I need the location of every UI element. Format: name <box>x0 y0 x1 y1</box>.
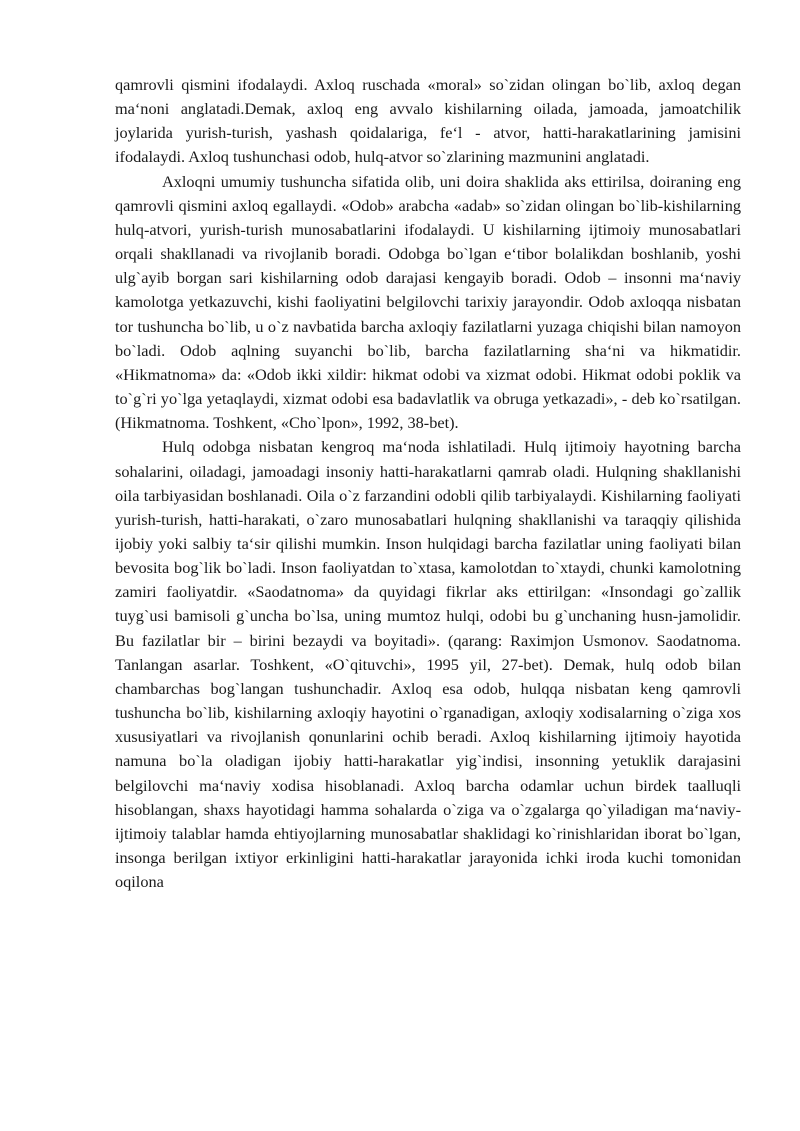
document-page <box>115 73 741 894</box>
paragraph-odob: Axloqni umumiy tushuncha sifatida olib, uni doira shaklida aks ettirilsa, doiraning eng qamrovli qismini axloq egallaydi. «Odob» arabcha «adab» so`zidan olingan bo`lib-kishilarning hulq-atvori, yurish-turish munosabatlarini ifodalaydi. U kishilarning ijtimoiy munosabatlari orqali shakllanadi va rivojlanib boradi. Odobga bo`lgan e‘tibor bolalikdan boshlanib, yoshi ulg`ayib borgan sari kishilarning odob darajasi kengayib boradi. Odob – insonni ma‘naviy kamolotga yetkazuvchi, kishi faoliyatini belgilovchi tarixiy jarayondir. Odob axloqqa nisbatan tor tushuncha bo`lib, u o`z navbatida barcha axloqiy fazilatlarni yuzaga chiqishi bilan namoyon bo`ladi. Odob aqlning suyanchi bo`lib, barcha fazilatlarning sha‘ni va hikmatidir. «Hikmatnoma» da: «Odob ikki xildir: hikmat odobi va xizmat odobi. Hikmat odobi poklik va to`g`ri yo`lga yetaqlaydi, xizmat odobi esa badavlatlik va obruga yetkazadi», - deb ko`rsatilgan. (Hikmatnoma. Toshkent, «Cho`lpon», 1992, 38-bet). <box>115 171 741 433</box>
paragraph-axloq-definition: qamrovli qismini ifodalaydi. Axloq ruschada «moral» so`zidan olingan bo`lib, axloq degan ma‘noni anglatadi.Demak, axloq eng avvalo kishilarning oilada, jamoada, jamoatchilik joylarida yurish-turish, yashash qoidalariga, fe‘l - atvor, hatti-harakatlarining jamisini ifodalaydi. Axloq tushunchasi odob, hulq-atvor so`zlarining mazmunini anglatadi. <box>115 75 741 167</box>
paragraph-hulq: Hulq odobga nisbatan kengroq ma‘noda ishlatiladi. Hulq ijtimoiy hayotning barcha sohalarini, oiladagi, jamoadagi insoniy hatti-harakatlarni qamrab oladi. Hulqning shakllanishi oila tarbiyasidan boshlanadi. Oila o`z farzandini odobli qilib tarbiyalaydi. Kishilarning faoliyati yurish-turish, hatti-harakati, o`zaro munosabatlari hulqning shakllanishi va taraqqiy qilishida ijobiy yoki salbiy ta‘sir qilishi mumkin. Inson hulqidagi barcha fazilatlar uning faoliyati bilan bevosita bog`lik bo`ladi. Inson faoliyatdan to`xtasa, kamolotdan to`xtaydi, chunki kamolotning zamiri faoliyatdir. «Saodatnoma» da quyidagi fikrlar aks ettirilgan: «Insondagi go`zallik tuyg`usi bamisoli g`uncha bo`lsa, uning mumtoz hulqi, odobi bu g`unchaning husn-jamolidir. Bu fazilatlar bir – birini bezaydi va boyitadi». (qarang: Raximjon Usmonov. Saodatnoma. Tanlangan asarlar. Toshkent, «O`qituvchi», 1995 yil, 27-bet). Demak, hulq odob bilan chambarchas bog`langan tushunchadir. Axloq esa odob, hulqqa nisbatan keng qamrovli tushuncha bo`lib, kishilarning axloqiy hayotini o`rganadigan, axloqiy xodisalarning o`ziga xos xususiyatlari va rivojlanish qonunlarini ochib beradi. Axloq kishilarning ijtimoiy hayotida namuna bo`la oladigan ijobiy hatti-harakatlar yig`indisi, insonning yetuklik darajasini belgilovchi ma‘naviy xodisa hisoblanadi. Axloq barcha odamlar uchun birdek taalluqli hisoblangan, shaxs hayotidagi hamma sohalarda o`ziga va o`zgalarga qo`yiladigan ma‘naviy-ijtimoiy talablar hamda ehtiyojlarning munosabatlar shaklidagi ko`rinishlaridan iborat bo`lgan, insonga berilgan ixtiyor erkinligini hatti-harakatlar jarayonida ichki iroda kuchi tomonidan oqilona <box>115 437 741 892</box>
